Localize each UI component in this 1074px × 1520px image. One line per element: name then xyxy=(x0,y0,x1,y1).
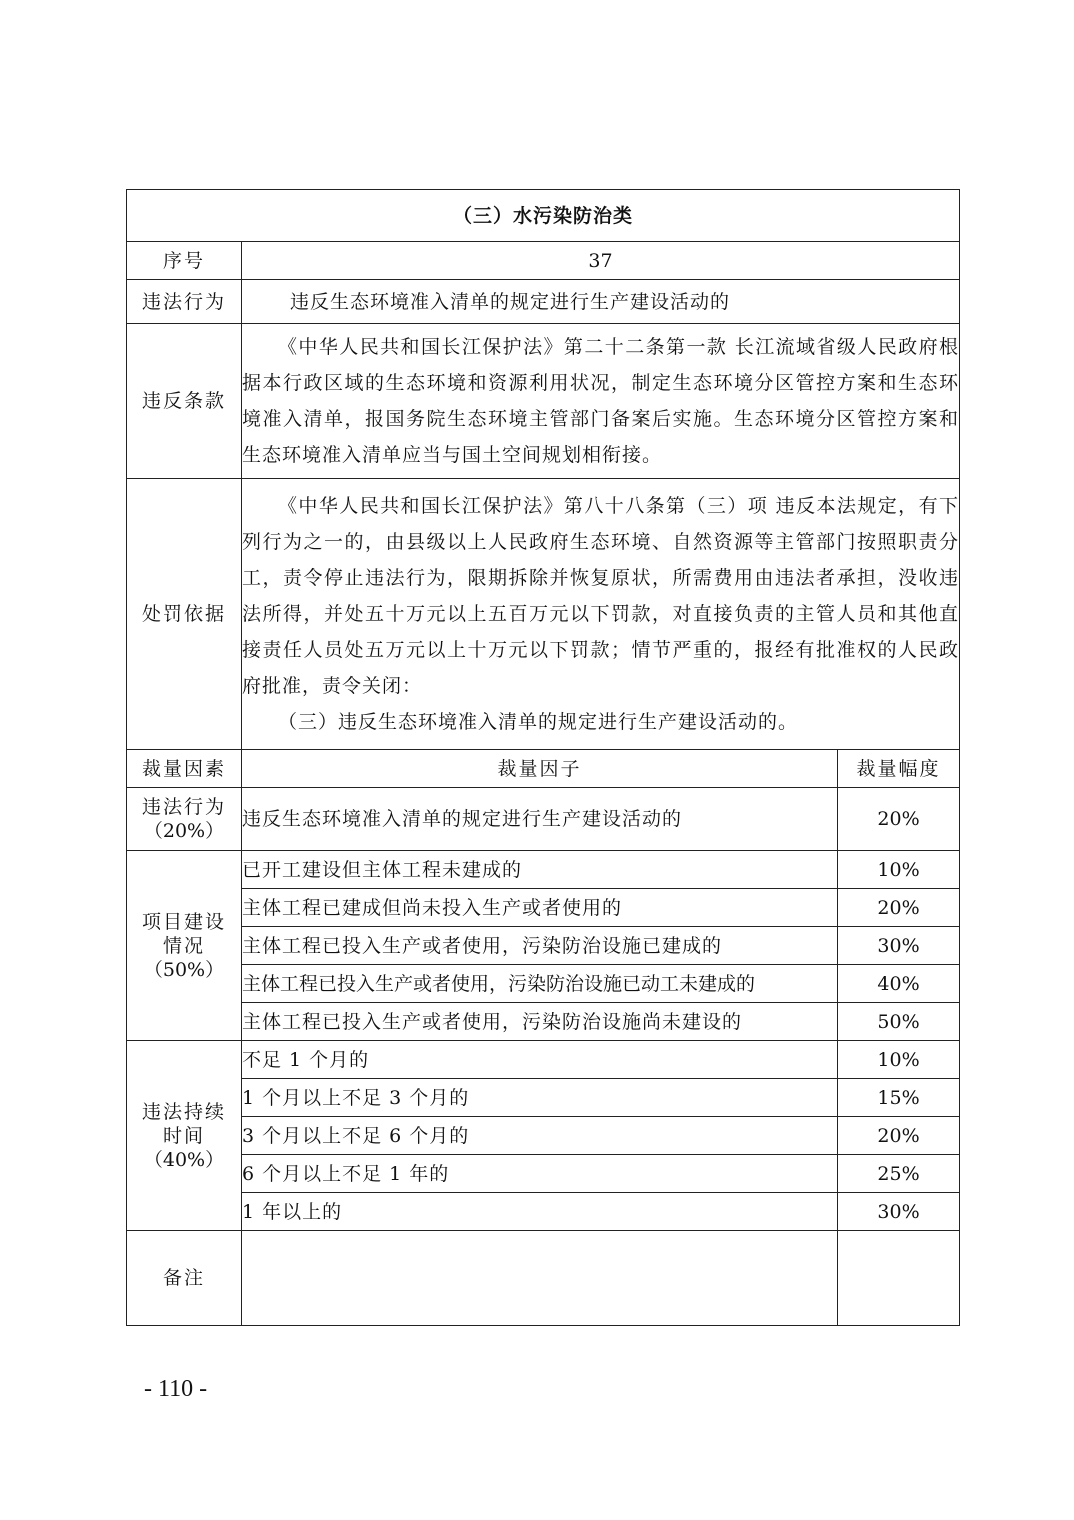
factor-item: 1 个月以上不足 3 个月的 xyxy=(242,1079,838,1117)
remark-label: 备注 xyxy=(127,1231,242,1326)
remark-extra xyxy=(838,1231,960,1326)
factor-item: 主体工程已建成但尚未投入生产或者使用的 xyxy=(242,889,838,927)
penalty-cell xyxy=(242,479,960,750)
factor-pct: 20% xyxy=(838,1117,960,1155)
clause-text: 《中华人民共和国长江保护法》第二十二条第一款 长江流域省级人民政府根据本行政区域的生态环境和资源利用状况，制定生态环境分区管控方案和生态环境准入清单，报国务院生态环境主管部门备案后实施。生态环境分区管控方案和生态环境准入清单应当与国土空间规划相衔接。 xyxy=(242,336,960,466)
page-number: - 110 - xyxy=(144,1376,208,1402)
factor-item: 1 年以上的 xyxy=(242,1193,838,1231)
group-label-line: 违法行为 xyxy=(141,796,226,818)
remark-value xyxy=(242,1231,838,1326)
factor-item: 主体工程已投入生产或者使用，污染防治设施已动工未建成的 xyxy=(242,965,838,1003)
group-label-line: 情况 xyxy=(162,934,205,957)
factor-item: 6 个月以上不足 1 年的 xyxy=(242,1155,838,1193)
group-label-line: 时间 xyxy=(162,1124,205,1147)
clause-label: 违反条款 xyxy=(127,324,242,479)
factor-pct: 20% xyxy=(838,788,960,851)
clause-cell xyxy=(242,324,960,479)
violation-value: 违反生态环境准入清单的规定进行生产建设活动的 xyxy=(242,280,960,324)
group-label-line: 项目建设 xyxy=(141,910,226,933)
factor-item: 不足 1 个月的 xyxy=(242,1041,838,1079)
group-label-line: 违法持续 xyxy=(141,1100,226,1123)
factor-header: 裁量因素 xyxy=(127,750,242,788)
group-label-line: （20%） xyxy=(143,820,225,842)
violation-label: 违法行为 xyxy=(127,280,242,324)
factor-item: 主体工程已投入生产或者使用，污染防治设施已建成的 xyxy=(242,927,838,965)
group-label xyxy=(127,788,242,851)
group-label-line: （40%） xyxy=(143,1148,225,1171)
factor-pct: 15% xyxy=(838,1079,960,1117)
group-label xyxy=(127,1041,242,1231)
serial-value: 37 xyxy=(242,242,960,280)
factor-pct: 25% xyxy=(838,1155,960,1193)
group-label xyxy=(127,851,242,1041)
factor-item: 已开工建设但主体工程未建成的 xyxy=(242,851,838,889)
factor-item: 违反生态环境准入清单的规定进行生产建设活动的 xyxy=(242,788,838,851)
range-header: 裁量幅度 xyxy=(838,750,960,788)
item-header: 裁量因子 xyxy=(242,750,838,788)
penalty-item: （三）违反生态环境准入清单的规定进行生产建设活动的。 xyxy=(278,711,799,733)
group-label-line: （50%） xyxy=(143,958,225,981)
penalty-text: 《中华人民共和国长江保护法》第八十八条第（三）项 违反本法规定，有下列行为之一的，由县级以上人民政府生态环境、自然资源等主管部门按照职责分工，责令停止违法行为，限期拆除并恢复原状，所需费用由违法者承担，没收违法所得，并处五十万元以上五百万元以下罚款，对直接负责的主管人员和其他直接责任人员处五万元以上十万元以下罚款；情节严重的，报经有批准权的人民政府批准，责令关闭： xyxy=(242,495,960,697)
factor-pct: 30% xyxy=(838,927,960,965)
section-title: （三）水污染防治类 xyxy=(127,190,960,242)
factor-pct: 40% xyxy=(838,965,960,1003)
discretion-table xyxy=(126,189,960,1326)
factor-pct: 20% xyxy=(838,889,960,927)
serial-label: 序号 xyxy=(127,242,242,280)
factor-pct: 10% xyxy=(838,1041,960,1079)
factor-item: 3 个月以上不足 6 个月的 xyxy=(242,1117,838,1155)
penalty-label: 处罚依据 xyxy=(127,479,242,750)
factor-pct: 30% xyxy=(838,1193,960,1231)
factor-pct: 10% xyxy=(838,851,960,889)
factor-item: 主体工程已投入生产或者使用，污染防治设施尚未建设的 xyxy=(242,1003,838,1041)
factor-pct: 50% xyxy=(838,1003,960,1041)
